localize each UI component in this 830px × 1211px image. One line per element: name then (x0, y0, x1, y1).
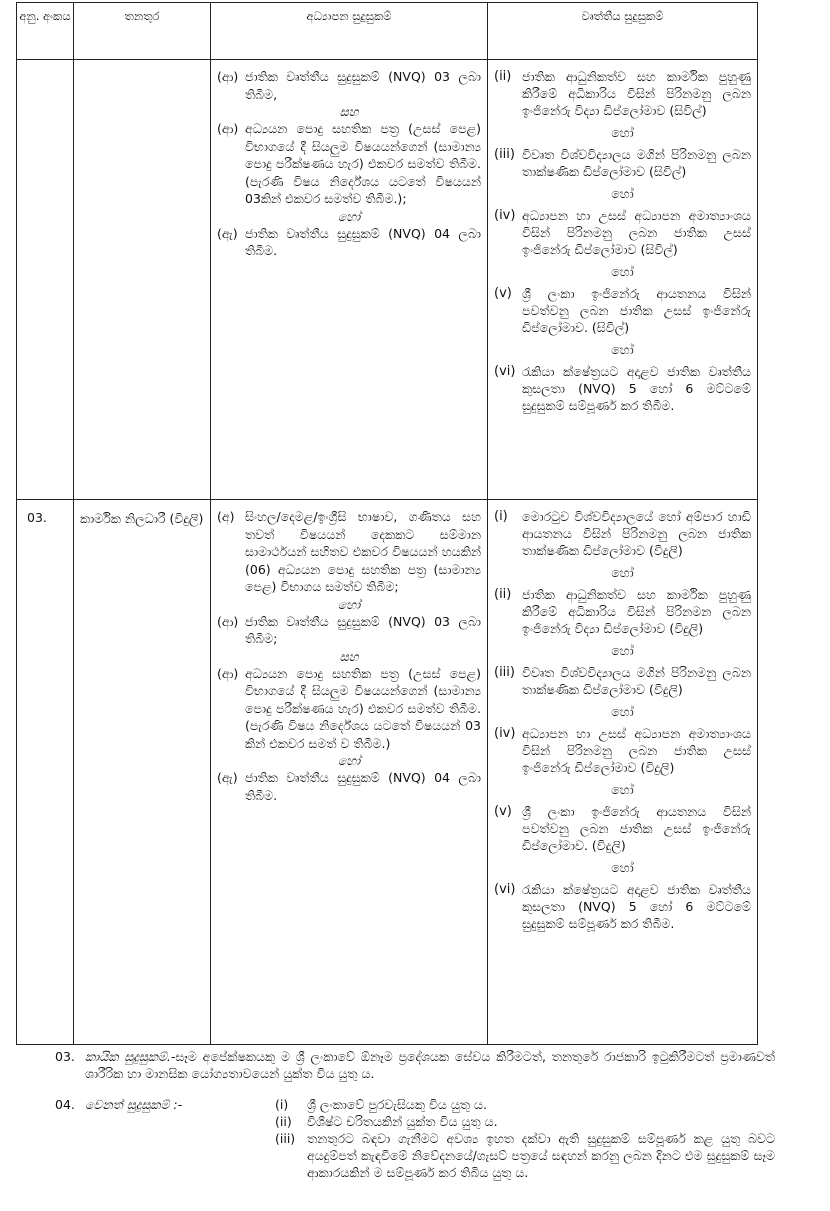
item-marker: (iii) (494, 665, 515, 680)
item-text: ශ්‍රී ලංකා ඉංජිනේරු ආයතනය විසින් පවත්වනු ලබන ජාතික උසස් ඉංජිනේරු ඩිප්ලෝමාව. (විදුලි) (522, 804, 751, 853)
conjunction-text: හෝ (337, 753, 361, 768)
conjunction-text: හෝ (611, 565, 634, 580)
header-post: තනතුර (74, 3, 211, 60)
educational-qualification-item (217, 120, 481, 208)
item-text: ශ්‍රී ලංකා ඉංජිනේරු ආයතනය විසින් පවත්වනු ලබන ජාතික උසස් ඉංජිනේරු ඩිප්ලෝමාව. (සිවිල්) (522, 286, 751, 335)
conjunction-text: හෝ (337, 208, 361, 224)
educational-qualification-item (217, 508, 481, 596)
header-professional-qualifications: වෘත්තීය සුදුසුකම් (488, 3, 758, 60)
item-marker: (ii) (275, 1114, 292, 1129)
professional-qualification-item (494, 508, 751, 559)
conjunction-text: සහ (339, 648, 359, 664)
item-marker: (අ) (217, 509, 235, 524)
item-marker: (i) (494, 509, 508, 524)
item-text: ජාතික ආධුනිකත්ව සහ කාර්මික පුහුණු කිරීමේ අධිකාරිය විසින් පිරිනමනු ලබන ඉංජිනේරු විද්‍යා ඩිප්ලෝමාව (සිවිල්) (522, 69, 751, 118)
other-qualifications-list (275, 1096, 775, 1181)
educational-qualification-item (217, 769, 481, 804)
table-row (17, 500, 758, 1045)
edu-cell (211, 500, 488, 1045)
job-list (488, 500, 757, 938)
item-text: රැකියා ක්ෂේත්‍රයට අදාළව ජාතික වෘත්තීය කුසලතා (NVQ) 5 හෝ 6 මට්ටමේ සුදුසුකම් සම්පූර්ණ කර තිබීම. (522, 364, 751, 413)
note-label: කායික සුදුසුකම්.- (85, 1049, 176, 1064)
item-marker: (i) (275, 1097, 289, 1112)
table-header-row (17, 3, 758, 60)
item-marker: (ii) (494, 587, 512, 602)
educational-qualification-item (217, 665, 481, 753)
conjunction-text: හෝ (611, 643, 634, 658)
item-text: විවෘත විශ්වවිද්‍යාලය මගින් පිරිනමනු ලබන තාක්ෂණික ඩිප්ලෝමාව (සිවිල්) (522, 147, 751, 179)
item-text: ජාතික වෘත්තීය සුදුසුකම් (NVQ) 04 ලබා තිබීම. (245, 225, 481, 258)
professional-qualification-item (494, 285, 751, 336)
professional-qualification-item (494, 725, 751, 776)
item-text: අධ්‍යාපන හා උසස් අධ්‍යාපන අමාත්‍යාංශය විසින් පිරිනමනු ලබන ජාතික උසස් ඉංජිනේරු ඩිප්ලෝමාව (විදුලි) (522, 726, 751, 775)
professional-qualification-item (494, 68, 751, 119)
post-cell: කාර්මික නිලධාරී (විදුලි) (74, 500, 211, 1045)
educational-qualification-item (217, 225, 481, 260)
item-text: විශිෂ්ට චරිතයකින් යුක්ත විය යුතු ය. (307, 1114, 498, 1129)
note-label: වෙනත් සුදුසුකම් :- (85, 1097, 183, 1112)
conjunction-text: හෝ (337, 596, 361, 612)
item-text: සිංහල/දෙමළ/ඉංග්‍රීසි භාෂාව, ගණිතය සහ තවත් විෂයයන් දෙකකට සම්මාන සාමාර්ථයන් සහිතව එකවර විෂයයන් හයකින් (06) අධ්‍යයන පොදු සහතික පත්‍ර (සාමාන්‍ය පෙළ) විභාගය සමත්ව තිබීම; (245, 509, 481, 594)
header-serial-no: අනු. අංකය (17, 3, 74, 60)
item-text: ජාතික වෘත්තීය සුදුසුකම් (NVQ) 03 ලබා තිබීම, (245, 69, 481, 102)
conjunction-text: සහ (339, 104, 359, 119)
item-marker: (ආ) (217, 69, 239, 84)
list-item (275, 1096, 775, 1113)
notes-section (55, 1048, 775, 1195)
professional-qualification-item (494, 803, 751, 854)
item-marker: (ඇ) (217, 225, 238, 241)
item-text: ශ්‍රී ලංකාවේ පුරවැසියකු විය යුතු ය. (307, 1097, 487, 1112)
conjunction-text: හෝ (611, 125, 634, 140)
item-text: ජාතික වෘත්තීය සුදුසුකම් (NVQ) 04 ලබා තිබීම. (245, 770, 481, 803)
note-physical-fitness (55, 1048, 775, 1082)
educational-qualification-item (217, 68, 481, 103)
item-text: ජාතික ආධුනිකත්ව සහ කාර්මික පුහුණු කිරීමේ අධිකාරිය විසින් පිරිනමන ලබන ඉංජිනේරු විද්‍යා ඩිප්ලෝමාව (විදුලි) (522, 587, 751, 636)
item-marker: (vi) (494, 882, 516, 897)
note-other-qualifications (55, 1096, 775, 1181)
item-text: අධ්‍යාපන හා උසස් අධ්‍යාපන අමාත්‍යාංශය විසින් පිරිනමනු ලබන ජාතික උසස් ඉංජිනේරු ඩිප්ලෝමාව (සිවිල්) (522, 208, 751, 257)
note-number: 03. (55, 1049, 75, 1064)
educational-qualification-item (217, 613, 481, 648)
professional-qualification-item (494, 363, 751, 414)
edu-cell (211, 60, 488, 500)
list-item (275, 1130, 775, 1181)
item-marker: (v) (494, 286, 512, 301)
item-text: අධ්‍යයන පොදු සහතික පත්‍ර (උසස් පෙළ) විභාගයේ දී සියලුම විෂයයන්ගෙන් (සාමාන්‍ය පොදු පරීක්ෂණය හැර) එකවර සමත්ව තිබීම. (පැරණි විෂය නිර්දේශය යටතේ විෂයයන් 03කින් එකවර සමත්ව තිබීම.); (245, 121, 481, 206)
professional-qualification-item (494, 664, 751, 698)
edu-list (211, 500, 487, 810)
professional-qualification-item (494, 146, 751, 180)
professional-qualification-item (494, 207, 751, 258)
item-marker: (iii) (494, 147, 515, 162)
item-marker: (ආ) (217, 121, 239, 136)
conjunction-text: හෝ (611, 704, 634, 719)
item-marker: (iv) (494, 208, 516, 223)
conjunction-text: හෝ (611, 782, 634, 797)
item-text: රැකියා ක්ෂේත්‍රයට අදාළව ජාතික වෘත්තීය කුසලතා (NVQ) 5 හෝ 6 මට්ටමේ සුදුසුකම් සම්පූර්ණ කර තිබීම. (522, 882, 751, 931)
table-row (17, 60, 758, 500)
item-text: තනතුරට බඳවා ගැනීමට අවශ්‍ය ඉහත දක්වා ඇති සුදුසුකම් සම්පූර්ණ කළ යුතු බවට අයදුම්පත් කැඳවීමේ නිවේදනයේ/ගැසට් පත්‍රයේ සඳහන් කරනු ලබන දිනට එම සුදුසුකම් සෑම ආකාරයකින් ම සම්පූර්ණ කර තිබිය යුතු ය. (307, 1131, 775, 1180)
conjunction-text: හෝ (611, 264, 634, 279)
item-text: මොරටුව විශ්වවිද්‍යාලයේ හෝ අම්පාර හාඩි ආයතනය විසින් පිරිනමනු ලබන ජාතික තාක්ෂණික ඩිප්ලෝමාව (විදුලි) (522, 509, 751, 558)
item-text: විවෘත විශ්වවිද්‍යාලය මගින් පිරිනමනු ලබන තාක්ෂණික ඩිප්ලෝමාව (විදුලි) (522, 665, 751, 697)
conjunction-text: හෝ (611, 186, 634, 201)
conjunction-text: හෝ (611, 860, 634, 875)
item-marker: (ii) (494, 69, 512, 84)
item-text: ජාතික වෘත්තීය සුදුසුකම් (NVQ) 03 ලබා තිබීම; (245, 613, 481, 646)
conjunction-text: හෝ (611, 342, 634, 357)
edu-list (211, 60, 487, 266)
item-marker: (iv) (494, 726, 516, 741)
item-marker: (v) (494, 804, 512, 819)
serial-no-cell: 03. (17, 500, 74, 1045)
professional-qualification-item (494, 881, 751, 932)
item-marker: (ඇ) (217, 770, 238, 785)
item-marker: (iii) (275, 1131, 296, 1146)
qualifications-table (16, 2, 758, 1045)
note-number: 04. (55, 1097, 75, 1112)
item-marker: (vi) (494, 364, 516, 379)
item-text: අධ්‍යයන පොදු සහතික පත්‍ර (උසස් පෙළ) විභාගයේ දී සියලුම විෂයයන්ගෙන් (සාමාන්‍ය පොදු පරීක්ෂණය හැර) එකවර සමත්ව තිබීම. (පැරණි විෂය නිර්දේශය යටතේ විෂයයන් 03 කින් එකවර සමත් ව තිබීම.) (245, 665, 481, 751)
item-marker: (ආ) (217, 613, 239, 629)
job-cell (488, 60, 758, 500)
professional-qualification-item (494, 586, 751, 637)
header-educational-qualifications: අධ්‍යාපන සුදුසුකම් (211, 3, 488, 60)
item-marker: (ආ) (217, 665, 239, 681)
serial-no-cell (17, 60, 74, 500)
note-text: සෑම අපේක්ෂකයකු ම ශ්‍රී ලංකාවේ ඕනෑම ප්‍රදේශයක සේවය කිරීමටත්, තනතුරේ රාජකාරි ඉටුකිරීමටත් ප්‍රමාණවත් ශාරීරික හා මානසික යෝග්‍යතාවයෙන් යුක්ත විය යුතු ය. (85, 1049, 775, 1081)
job-cell (488, 500, 758, 1045)
job-list (488, 60, 757, 420)
post-cell (74, 60, 211, 500)
list-item (275, 1113, 775, 1130)
